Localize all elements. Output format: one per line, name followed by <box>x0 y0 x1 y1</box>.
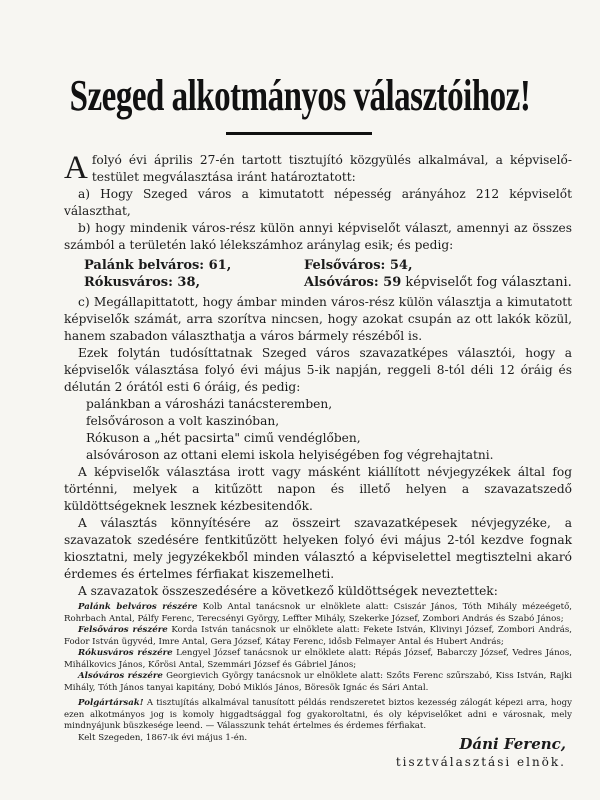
committee-text: Korda István tanácsnok ur elnöklete alatt: Fekete István, Klivinyi József, Zombori András, Fodor István ügyvéd, Imre Antal, Gera József, Kátay Ferenc, idősb Felmayer Antal és Hubert András; <box>64 625 572 647</box>
committee-head: Felsőváros részére <box>78 625 168 635</box>
committee-head: Rókusváros részére <box>78 648 173 658</box>
location-rokus: Rókuson a „hét pacsirta" cimű vendéglőben, <box>86 431 361 445</box>
location-felsovaros: felsővároson a volt kaszinóban, <box>86 414 280 428</box>
district-alsovaros: Alsóváros: 59 <box>304 275 402 290</box>
committees-heading: A szavazatok összeszedésére a következő küldöttségek neveztettek: <box>78 584 498 598</box>
point-c: c) Megállapittatott, hogy ámbar minden város-rész külön választja a kimutatott képviselők számát, arra szorítva nincsen, hogy azokat csupán az ott lakók közül, hanem szabadon választhatja a város bármely részéből is. <box>64 295 572 343</box>
closing-paragraph <box>64 698 572 733</box>
poster-body <box>64 152 572 744</box>
notice-paragraph: Ezek folytán tudósíttatnak Szeged város szavazatképes választói, hogy a képviselők választása folyó évi május 5-ik napján, reggeli 8-tól déli 12 óráig és délután 2 órától esti 6 óráig, és pedig: <box>64 346 572 394</box>
signature-block <box>396 735 566 771</box>
closing-text: A tisztujítás alkalmával tanusított példás rendszeretet biztos kezesség zálogát képezi arra, hogy ezen alkotmányos jog is komoly higgadtsággal fog gyakoroltatni, és oly képviselőket adni e városnak, mely mindnyájunk büszkesége leend. — Válasszunk tehát értelmes és érdemes férfiakat. <box>64 698 572 731</box>
ballot-paragraph: A képviselők választása irott vagy másként kiállított névjegyzékek által fog történni, melyek a kitűzött napon és illető helyen a szavazatszedő küldöttségeknek lesznek kézbesitendők. <box>64 465 572 513</box>
committee-text: Georgievich György tanácsnok ur elnöklete alatt: Szőts Ferenc szűrszabó, Kiss István, Rajki Mihály, Tóth János tanyai kapitány, Dobó Miklós János, Böresök Ignác és Sári Antal. <box>64 671 572 693</box>
intro-text: folyó évi április 27-én tartott tisztujító közgyülés alkalmával, a képviselő-testület megválasztása iránt határoztatott: <box>91 153 572 184</box>
committee-alsovaros <box>64 671 572 694</box>
committee-head: Alsóváros részére <box>78 671 163 681</box>
point-b: b) hogy mindenik város-rész külön annyi képviselőt választ, amennyi az összes számból a területén lakó lélekszámhoz aránylag esik; és pedig: <box>64 221 572 252</box>
district-alsovaros-extra: képviselőt fog választani. <box>401 275 572 290</box>
district-alsovaros-line <box>304 274 592 291</box>
district-palank: Palánk belváros: 61, <box>84 258 232 273</box>
committee-felsovaros <box>64 625 572 648</box>
committee-text: Lengyel József tanácsnok ur elnöklete alatt: Répás József, Babarczy József, Vedres János, Mihálkovics János, Kőrösi Antal, Szemmári József és Gábriel János; <box>64 648 572 670</box>
district-rokusvaros: Rókusváros: 38, <box>84 275 201 290</box>
title-rule <box>226 132 372 135</box>
date-line: Kelt Szegeden, 1867-ik évi május 1-én. <box>78 732 248 743</box>
district-felsovaros: Felsőváros: 54, <box>304 258 413 273</box>
committee-rokus <box>64 648 572 671</box>
signer-name: Dáni Ferenc, <box>459 735 566 753</box>
location-alsovaros: alsóvároson az ottani elemi iskola helyiségében fog végrehajtatni. <box>86 448 494 462</box>
point-a: a) Hogy Szeged város a kimutatott népesség arányához 212 képviselőt választhat, <box>64 187 572 218</box>
committee-list <box>64 602 572 744</box>
poster-title: Szeged alkotmányos választóihoz! <box>69 72 531 121</box>
committee-palank <box>64 602 572 625</box>
location-palank: palánkban a városházi tanácsteremben, <box>86 397 333 411</box>
committee-head: Palánk belváros részére <box>78 602 198 612</box>
intro-paragraph <box>64 152 572 186</box>
committee-text: Kolb Antal tanácsnok ur elnöklete alatt: Csiszár János, Tóth Mihály mézeégető, Rohrbach Antal, Pálfy Ferenc, Terecsényi György, Leffter Mihály, Szekerke József, Zombori András és Szabó János; <box>64 602 573 624</box>
drop-cap: A <box>64 150 88 186</box>
district-list <box>84 257 572 291</box>
lists-paragraph: A választás könnyítésére az összeirt szavazatképesek névjegyzéke, a szavazatok szedésére fentkitűzött helyeken folyó évi május 2-tól kezdve fognak kiosztatni, mely jegyzékekből minden választó a képviselettel megtisztelni akaró érdemes és értelmes férfiakat kiszemelheti. <box>64 516 572 581</box>
signer-role: tisztválasztási elnök. <box>395 755 566 769</box>
closing-head: Polgártársak! <box>78 698 144 708</box>
location-list <box>64 396 572 464</box>
